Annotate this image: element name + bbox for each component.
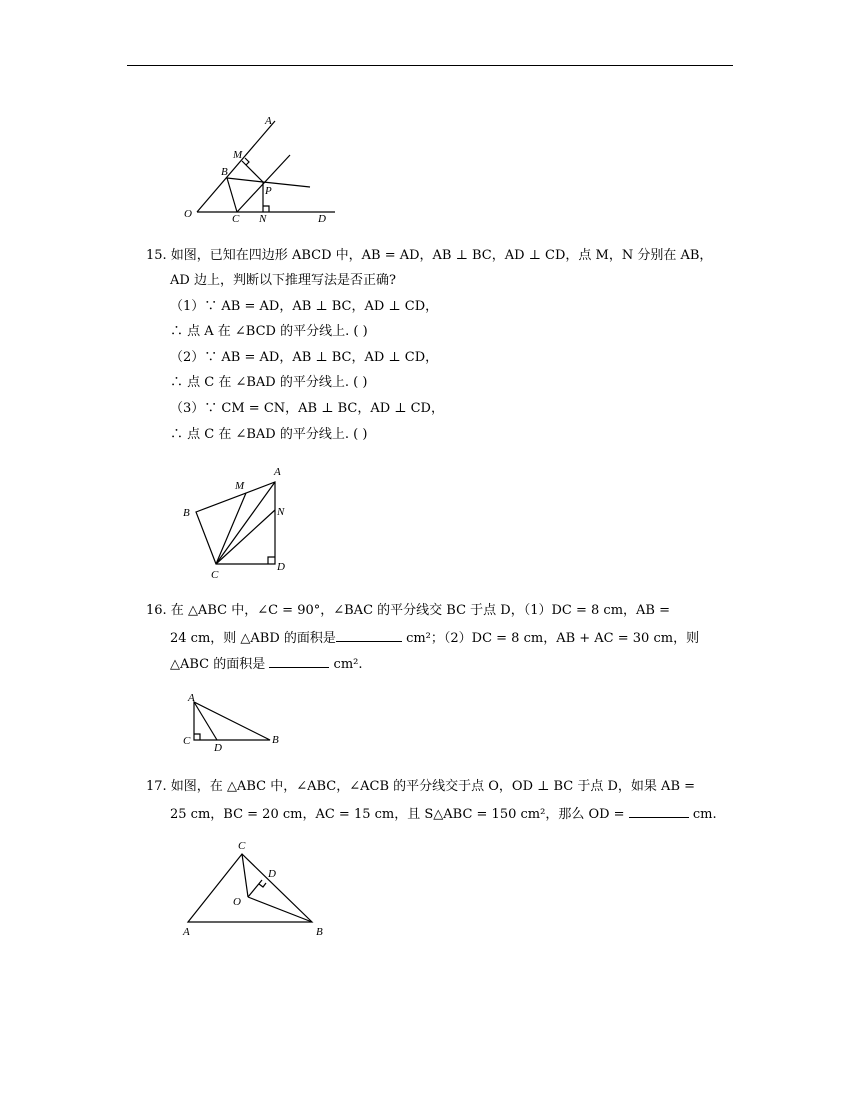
label-d: D: [268, 868, 276, 880]
q15-item2-conclusion: ∴ 点 C 在 ∠BAD 的平分线上. ( ): [170, 375, 368, 390]
segment-pm: [242, 161, 263, 182]
q15-stem-line1: 15. 如图，已知在四边形 ABCD 中，AB = AD，AB ⊥ BC，AD ⊥ CD，点 M，N 分别在 AB，: [146, 248, 713, 263]
figure-q16: [180, 690, 290, 755]
label-o: O: [233, 896, 241, 908]
segment-cn: [216, 510, 275, 564]
figure-q15: [178, 462, 298, 582]
right-angle-c: [194, 734, 200, 740]
label-n: N: [277, 506, 285, 518]
label-b: B: [221, 166, 228, 178]
q16-stem-line2: 24 cm，则 △ABD 的面积是 cm²；（2）DC = 8 cm，AB + AC = 30 cm，则: [170, 627, 699, 649]
label-d: D: [318, 213, 326, 225]
label-b: B: [183, 507, 190, 519]
right-angle-d: [268, 557, 275, 564]
label-n: N: [259, 213, 267, 225]
segment-bp: [227, 178, 263, 182]
label-a: A: [188, 692, 195, 704]
q16-stem-line1: 16. 在 △ABC 中，∠C = 90°，∠BAC 的平分线交 BC 于点 D，（1）DC = 8 cm，AB =: [146, 603, 670, 618]
label-b: B: [272, 734, 279, 746]
answer-blank-3[interactable]: [629, 803, 689, 818]
perpendicular-od: [248, 880, 262, 897]
q15-item1-conclusion: ∴ 点 A 在 ∠BCD 的平分线上. ( ): [170, 324, 368, 339]
answer-bracket-1[interactable]: ( ): [353, 324, 368, 339]
label-b: B: [316, 926, 323, 938]
label-m: M: [233, 149, 243, 161]
bisector-bo: [248, 897, 312, 922]
right-angle-n: [263, 206, 269, 212]
label-a: A: [265, 115, 272, 127]
q15-item2-premise: （2）∵ AB = AD，AB ⊥ BC，AD ⊥ CD，: [170, 350, 439, 365]
header-rule: [127, 65, 733, 66]
label-c: C: [232, 213, 240, 225]
answer-bracket-2[interactable]: ( ): [353, 375, 368, 390]
q15-item1-premise: （1）∵ AB = AD，AB ⊥ BC，AD ⊥ CD，: [170, 299, 439, 314]
label-d: D: [277, 561, 285, 573]
quadrilateral-abcd: [196, 482, 275, 564]
right-angle-d: [259, 883, 266, 887]
label-a: A: [274, 466, 281, 478]
answer-blank-1[interactable]: [336, 627, 402, 642]
q17-stem-line1: 17. 如图，在 △ABC 中，∠ABC，∠ACB 的平分线交于点 O，OD ⊥ BC 于点 D，如果 AB =: [146, 779, 696, 794]
label-m: M: [235, 480, 245, 492]
label-c: C: [183, 735, 191, 747]
q17-stem-line2: 25 cm，BC = 20 cm，AC = 15 cm，且 S△ABC = 150 cm²，那么 OD = cm.: [170, 803, 717, 825]
label-o: O: [184, 208, 192, 220]
figure-q17: [178, 836, 338, 942]
label-c: C: [238, 840, 246, 852]
segment-bc: [227, 178, 237, 212]
label-p: P: [265, 185, 272, 197]
label-c: C: [211, 569, 219, 581]
q15-stem-line2: AD 边上，判断以下推理写法是否正确?: [170, 273, 396, 288]
q15-item3-conclusion: ∴ 点 C 在 ∠BAD 的平分线上. ( ): [170, 427, 368, 442]
figure-q14: [175, 110, 345, 230]
label-d: D: [214, 742, 222, 754]
q15-item3-premise: （3）∵ CM = CN，AB ⊥ BC，AD ⊥ CD，: [170, 401, 444, 416]
answer-blank-2[interactable]: [269, 653, 329, 668]
q16-stem-line3: △ABC 的面积是 cm².: [170, 653, 363, 675]
bisector-co: [242, 854, 248, 897]
triangle-abc: [188, 854, 312, 922]
label-a: A: [183, 926, 190, 938]
answer-bracket-3[interactable]: ( ): [353, 427, 368, 442]
